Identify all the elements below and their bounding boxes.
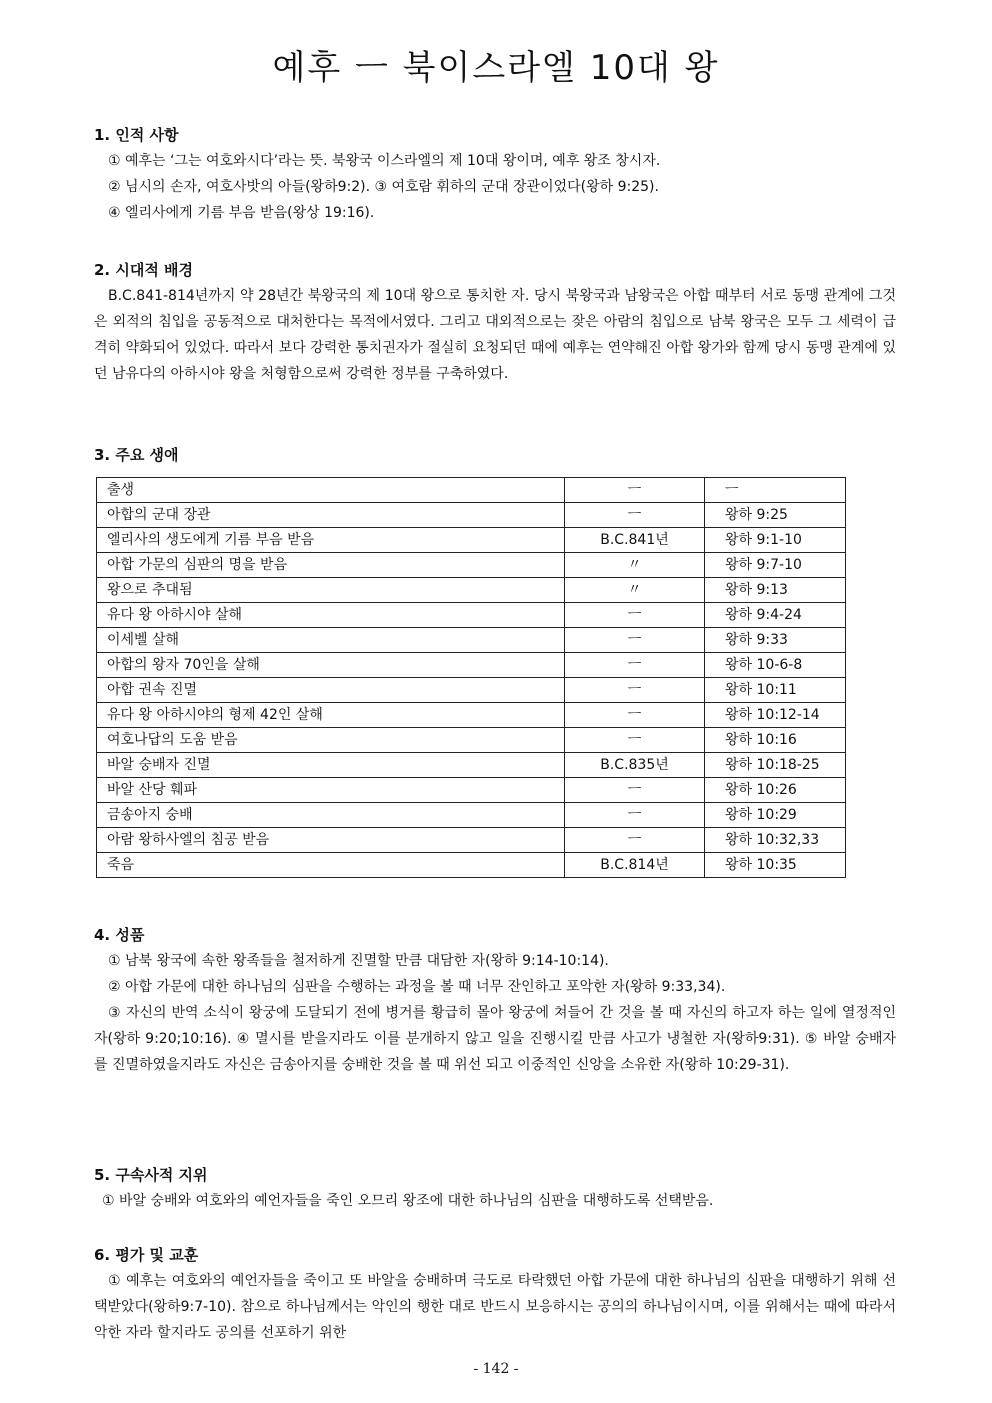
event-cell: 아합 권속 진멸 [97, 678, 565, 703]
date-cell: ㅡ [565, 628, 705, 653]
paragraph: ① 예후는 여호와의 예언자들을 죽이고 또 바알을 숭배하며 극도로 타락했던 아합 가문에 대한 하나님의 심판을 대행하기 위해 선택받았다(왕하9:7-10). 참으로 하나님께서는 악인의 행한 대로 반드시 보응하시는 공의의 하나님이시며, 이를 위해서는 때에 따라서 악한 자라 할지라도 공의를 선포하기 위한 [94, 1273, 896, 1341]
reference-cell: 왕하 10:18-25 [705, 753, 846, 778]
event-cell: 왕으로 추대됨 [97, 578, 565, 603]
date-cell: ㅡ [565, 828, 705, 853]
reference-cell: 왕하 9:25 [705, 503, 846, 528]
section-heading: 1. 인적 사항 [94, 126, 179, 144]
table-row [97, 853, 846, 878]
event-cell: 아합의 군대 장관 [97, 503, 565, 528]
section-character [94, 922, 896, 1078]
date-cell: ㅡ [565, 803, 705, 828]
table-row [97, 653, 846, 678]
date-cell: ㅡ [565, 728, 705, 753]
section-personal-info [94, 122, 896, 226]
section-heading: 5. 구속사적 지위 [94, 1166, 208, 1184]
reference-cell: 왕하 9:4-24 [705, 603, 846, 628]
section-background [94, 257, 896, 387]
table-row [97, 503, 846, 528]
page-number: - 142 - [473, 1361, 519, 1377]
reference-cell: 왕하 10:29 [705, 803, 846, 828]
section-life-events [94, 442, 896, 468]
reference-cell: 왕하 10:12-14 [705, 703, 846, 728]
event-cell: 바알 산당 훼파 [97, 778, 565, 803]
reference-cell: 왕하 9:33 [705, 628, 846, 653]
section-heading: 6. 평가 및 교훈 [94, 1246, 199, 1264]
text-line: ① 바알 숭배와 여호와의 예언자들을 죽인 오므리 왕조에 대한 하나님의 심판을 대행하도록 선택받음. [102, 1193, 714, 1209]
text-line: ① 예후는 ‘그는 여호와시다’라는 뜻. 북왕국 이스라엘의 제 10대 왕이며, 예후 왕조 창시자. [108, 153, 661, 169]
date-cell: B.C.835년 [565, 753, 705, 778]
date-cell: B.C.814년 [565, 853, 705, 878]
event-cell: 바알 숭배자 진멸 [97, 753, 565, 778]
table-row [97, 753, 846, 778]
event-cell: 죽음 [97, 853, 565, 878]
reference-cell: 왕하 10:32,33 [705, 828, 846, 853]
section-heading: 2. 시대적 배경 [94, 261, 194, 279]
table-row [97, 678, 846, 703]
date-cell: ㅡ [565, 603, 705, 628]
event-cell: 유다 왕 아하시야의 형제 42인 살해 [97, 703, 565, 728]
section-evaluation [94, 1242, 896, 1346]
date-cell: ㅡ [565, 503, 705, 528]
event-cell: 아합의 왕자 70인을 살해 [97, 653, 565, 678]
date-cell: ㅡ [565, 478, 705, 503]
event-cell: 아합 가문의 심판의 명을 받음 [97, 553, 565, 578]
reference-cell: 왕하 10:16 [705, 728, 846, 753]
event-cell: 금송아지 숭배 [97, 803, 565, 828]
date-cell: 〃 [565, 553, 705, 578]
section-heading: 4. 성품 [94, 926, 145, 944]
event-cell: 아람 왕하사엘의 침공 받음 [97, 828, 565, 853]
event-cell: 출생 [97, 478, 565, 503]
table-row [97, 603, 846, 628]
date-cell: ㅡ [565, 678, 705, 703]
table-row [97, 778, 846, 803]
table-row [97, 578, 846, 603]
paragraph: ③ 자신의 반역 소식이 왕궁에 도달되기 전에 병거를 황급히 몰아 왕궁에 쳐들어 간 것을 볼 때 자신의 하고자 하는 일에 열정적인 자(왕하 9:20;10:16). ④ 멸시를 받을지라도 이를 분개하지 않고 일을 진행시킬 만큼 사고가 냉철한 자(왕하9:31). ⑤ 바알 숭배자를 진멸하였을지라도 자신은 금송아지를 숭배한 것을 볼 때 위선 되고 이중적인 신앙을 소유한 자(왕하 10:29-31). [94, 1005, 896, 1073]
life-events-table [96, 477, 846, 878]
paragraph: B.C.841-814년까지 약 28년간 북왕국의 제 10대 왕으로 통치한 자. 당시 북왕국과 남왕국은 아합 때부터 서로 동맹 관계에 그것은 외적의 침입을 공동적으로 대처한다는 목적에서였다. 그리고 대외적으로는 잦은 아람의 침입으로 남북 왕국은 모두 그 세력이 급격히 약화되어 있었다. 따라서 보다 강력한 통치권자가 절실히 요청되던 때에 예후는 연약해진 아합 왕가와 함께 당시 동맹 관계에 있던 남유다의 아하시야 왕을 처형함으로써 강력한 정부를 구축하였다. [94, 288, 896, 382]
date-cell: B.C.841년 [565, 528, 705, 553]
page-title: 예후 ㅡ 북이스라엘 10대 왕 [272, 48, 720, 88]
date-cell: ㅡ [565, 778, 705, 803]
reference-cell: ㅡ [705, 478, 846, 503]
paragraph: ① 남북 왕국에 속한 왕족들을 철저하게 진멸할 만큼 대담한 자(왕하 9:14-10:14). [108, 953, 609, 969]
text-line: ④ 엘리사에게 기름 부음 받음(왕상 19:16). [108, 205, 375, 221]
paragraph: ② 아합 가문에 대한 하나님의 심판을 수행하는 과정을 볼 때 너무 잔인하고 포악한 자(왕하 9:33,34). [108, 979, 726, 995]
reference-cell: 왕하 10-6-8 [705, 653, 846, 678]
event-cell: 이세벨 살해 [97, 628, 565, 653]
reference-cell: 왕하 9:1-10 [705, 528, 846, 553]
event-cell: 여호나답의 도움 받음 [97, 728, 565, 753]
table-row [97, 553, 846, 578]
reference-cell: 왕하 10:26 [705, 778, 846, 803]
date-cell: ㅡ [565, 703, 705, 728]
table-row [97, 828, 846, 853]
reference-cell: 왕하 9:13 [705, 578, 846, 603]
event-cell: 엘리사의 생도에게 기름 부음 받음 [97, 528, 565, 553]
date-cell: 〃 [565, 578, 705, 603]
table-row [97, 728, 846, 753]
date-cell: ㅡ [565, 653, 705, 678]
reference-cell: 왕하 10:35 [705, 853, 846, 878]
reference-cell: 왕하 10:11 [705, 678, 846, 703]
section-heading: 3. 주요 생애 [94, 446, 179, 464]
table-row [97, 703, 846, 728]
table-row [97, 478, 846, 503]
table-row [97, 803, 846, 828]
section-redemptive-role [94, 1162, 896, 1214]
reference-cell: 왕하 9:7-10 [705, 553, 846, 578]
table-row [97, 628, 846, 653]
text-line: ② 님시의 손자, 여호사밧의 아들(왕하9:2). ③ 여호람 휘하의 군대 장관이었다(왕하 9:25). [108, 179, 659, 195]
table-row [97, 528, 846, 553]
event-cell: 유다 왕 아하시야 살해 [97, 603, 565, 628]
